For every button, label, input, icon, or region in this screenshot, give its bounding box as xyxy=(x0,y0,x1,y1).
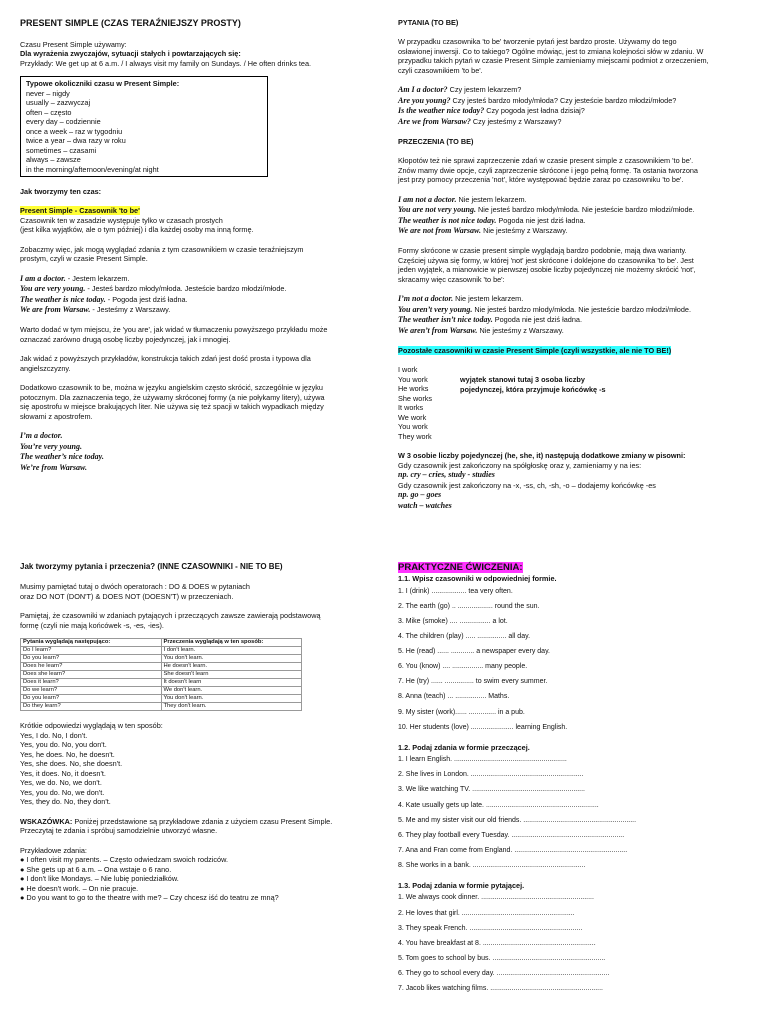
intro-text: Dla wyrażenia zwyczajów, sytuacji stałych i powtarzających się: xyxy=(20,49,241,59)
exercise-title: 1.3. Podaj zdania w formie pytającej. xyxy=(398,881,525,890)
exercise-item: 4. You have breakfast at 8. .......................................................... xyxy=(398,939,596,947)
short-form-example: I’m a doctor. xyxy=(20,431,63,441)
table-row xyxy=(21,671,302,679)
exercise-item: 7. He (try) ...... ............... to swim every summer. xyxy=(398,678,548,686)
time-expression: always – zawsze xyxy=(26,155,81,165)
example-list xyxy=(20,274,365,316)
subheading: Krótkie odpowiedzi wyglądają w ten sposób: xyxy=(20,721,163,731)
example: np. go – goes xyxy=(398,490,442,500)
short-negative-examples xyxy=(398,294,753,336)
example-english: Are we from Warsaw? xyxy=(398,116,471,126)
exercise-item: 5. He (read) ...... ............ a newspaper every day. xyxy=(398,648,550,656)
example-translation: Czy jesteś bardzo młody/młoda? Czy jesteście bardzo młodzi/młode? xyxy=(450,95,677,105)
section-title: PRESENT SIMPLE (CZAS TERAŹNIEJSZY PROSTY) xyxy=(20,18,241,28)
exercise-item: 3. They speak French. .......................................................... xyxy=(398,924,583,932)
paragraph-line: W przypadku czasownika 'to be' tworzenie pytań jest bardzo proste. Używamy do tego xyxy=(398,37,677,47)
table-cell: Do you learn? xyxy=(21,655,162,663)
paragraph-line: potocznym. Dla zaznaczenia tego, że używamy skróconej formy (a nie połykamy litery), używa xyxy=(20,392,325,402)
question-example xyxy=(398,96,753,106)
example-translation: - Jestem lekarzem. xyxy=(65,273,130,283)
exercise-list xyxy=(398,890,753,996)
short-negative-example xyxy=(398,305,753,315)
exercise-item: 5. Me and my sister visit our old friends. .......................................................... xyxy=(398,816,637,824)
exercise-item: 2. He loves that girl. .......................................................... xyxy=(398,909,575,917)
example-english: Is the weather nice today? xyxy=(398,106,485,116)
paragraph: angielszczyzny. xyxy=(20,363,71,373)
short-answer: Yes, she does. No, she doesn't. xyxy=(20,759,123,769)
example-translation: Nie jesteś bardzo młody/młoda. Nie jesteście bardzo młodzi/młode. xyxy=(472,304,691,314)
time-expression: usually – zazwyczaj xyxy=(26,98,91,108)
exercise-item: 8. Anna (teach) ... ................ Maths. xyxy=(398,693,510,701)
time-expressions-box xyxy=(20,76,268,177)
verb-form: You work xyxy=(398,374,428,384)
table-row xyxy=(21,695,302,703)
exercise-item: 5. Tom goes to school by bus. .......................................................... xyxy=(398,954,606,962)
paragraph: Gdy czasownik jest zakończony na -x, -ss, ch, -sh, -o – dodajemy końcówkę -es xyxy=(398,480,656,490)
paragraph-line: jeden wyjątek, a mianowicie w pierwszej osobie liczby pojedynczej nie możemy skrócić 'not', xyxy=(398,265,696,275)
paragraph-line: Kłopotów też nie sprawi zaprzeczenie zdań w czasie present simple z czasownikiem 'to be'. xyxy=(398,156,694,166)
short-negative-example xyxy=(398,294,753,304)
time-expression: once a week – raz w tygodniu xyxy=(26,126,123,136)
example-translation: Nie jesteś bardzo młody/młoda. Nie jesteście bardzo młodzi/młode. xyxy=(476,205,695,215)
example-english: You are very young. xyxy=(20,284,86,294)
paragraph: Zobaczmy więc, jak mogą wyglądać zdania z tym czasownikiem w czasie teraźniejszym xyxy=(20,244,304,254)
example-english: We are from Warsaw. xyxy=(20,305,91,315)
example-english: I’m not a doctor. xyxy=(398,294,454,304)
paragraph-line: skracamy więc czasownik 'to be': xyxy=(398,274,505,284)
highlighted-heading: Present Simple - Czasownik 'to be' xyxy=(20,206,140,216)
paragraph-line: Znów mamy dwie opcje, czyli zaprzeczenie skrócone i jego pełną formę. Ta ostania tworzona xyxy=(398,165,698,175)
box-title: Typowe okoliczniki czasu w Present Simple: xyxy=(26,79,180,89)
table-cell: She doesn't learn xyxy=(161,671,302,679)
sample-sentence: ● Do you want to go to the theatre with me? – Czy chcesz iść do teatru ze mną? xyxy=(20,893,279,903)
verb-conjugation xyxy=(398,365,753,441)
paragraph xyxy=(20,611,365,630)
table-cell: Does it learn? xyxy=(21,679,162,687)
section-title: PYTANIA (TO BE) xyxy=(398,18,459,27)
paragraph xyxy=(398,156,753,184)
example-english: I am not a doctor. xyxy=(398,194,457,204)
example-english: Are you young? xyxy=(398,95,451,105)
paragraph-line: Częściej używa się formy, w której 'not' jest skrócone i doklejone do czasownika 'to be'. Jest xyxy=(398,255,694,265)
table-cell: It doesn't learn xyxy=(161,679,302,687)
verb-form: It works xyxy=(398,403,424,413)
time-expression: often – często xyxy=(26,107,72,117)
exercise-list xyxy=(398,752,753,873)
paragraph xyxy=(398,246,753,284)
exercise-item: 6. You (know) .... ................ many people. xyxy=(398,663,528,671)
negative-example xyxy=(398,216,753,226)
section-questions-negatives xyxy=(20,562,365,903)
short-negative-example xyxy=(398,315,753,325)
short-form-list xyxy=(20,431,365,473)
hint-text: Przeczytaj te zdania i spróbuj samodzielnie utworzyć własne. xyxy=(20,826,218,836)
exercise-item: 10. Her students (love) ...................... learning English. xyxy=(398,723,568,731)
sample-sentence: ● He doesn't work. – On nie pracuje. xyxy=(20,883,139,893)
exercise-item: 1. We always cook dinner. .......................................................... xyxy=(398,894,594,902)
exercise-item: 1. I learn English. .......................................................... xyxy=(398,756,567,764)
time-expression: sometimes – czasami xyxy=(26,145,97,155)
example: np. cry – cries, study - studies xyxy=(398,470,495,480)
section-title: Jak tworzymy pytania i przeczenia? (INNE CZASOWNIKI - NIE TO BE) xyxy=(20,562,283,571)
paragraph-line: słowami z apostrofem. xyxy=(20,411,93,421)
table-cell: We don't learn. xyxy=(161,687,302,695)
example-sentence xyxy=(20,295,365,305)
table-cell: I don't learn. xyxy=(161,647,302,655)
section-exercises xyxy=(398,562,753,996)
paragraph-line: Dodatkowo czasownik to be, można w języku angielskim często skrócić, szczególnie w języku xyxy=(20,383,323,393)
negative-examples xyxy=(398,195,753,237)
question-examples xyxy=(398,85,753,127)
table-row xyxy=(21,663,302,671)
exercise-item: 3. Mike (smoke) .... ................ a lot. xyxy=(398,618,508,626)
question-example xyxy=(398,117,753,127)
box-list xyxy=(26,89,262,174)
exercise-item: 4. The children (play) ..... ............... all day. xyxy=(398,633,531,641)
paragraph: (jest kilka wyjątków, ale o tym później) i dla każdej osoby ma inną formę. xyxy=(20,225,254,235)
verb-form: We work xyxy=(398,412,427,422)
short-answer: Yes, it does. No, it doesn't. xyxy=(20,768,106,778)
paragraph-line: się apostrofu w miejsce brakujących liter. Nie używa się też spacji w takich wypadkach między xyxy=(20,402,324,412)
short-form-example: The weather’s nice today. xyxy=(20,452,104,462)
example-english: I am a doctor. xyxy=(20,273,66,283)
table-row xyxy=(21,647,302,655)
verb-list xyxy=(398,365,460,441)
paragraph: prostym, czyli w czasie Present Simple. xyxy=(20,254,148,264)
exercise-title: 1.2. Podaj zdania w formie przeczącej. xyxy=(398,742,530,752)
short-answers-list xyxy=(20,731,365,807)
table-row xyxy=(21,687,302,695)
table-cell: Do you learn? xyxy=(21,695,162,703)
table-cell: Does she learn? xyxy=(21,671,162,679)
example-english: Am I a doctor? xyxy=(398,85,448,95)
verb-form: He works xyxy=(398,384,429,394)
exercise-title: 1.1. Wpisz czasowniki w odpowiedniej formie. xyxy=(398,574,557,584)
example-translation: Czy pogoda jest ładna dzisiaj? xyxy=(484,106,585,116)
exercise-item: 3. We like watching TV. .......................................................... xyxy=(398,786,585,794)
time-expression: every day – codziennie xyxy=(26,117,101,127)
short-form-example: We’re from Warsaw. xyxy=(20,462,88,472)
table-row xyxy=(21,655,302,663)
exercise-item: 9. My sister (work)...... .............. in a pub. xyxy=(398,708,525,716)
table-cell: Do they learn? xyxy=(21,703,162,711)
paragraph-line: Pamiętaj, że czasowniki w zdaniach pytających i przeczących zawsze zawierają podstawową xyxy=(20,611,321,621)
example-translation: Nie jestem lekarzem. xyxy=(456,194,527,204)
paragraph-line: oraz DO NOT (DON'T) & DOES NOT (DOESN'T) w przeczeniach. xyxy=(20,591,234,601)
verb-form: I work xyxy=(398,365,418,375)
paragraph: oznaczać zarówno drugą osobę liczby pojedynczej, jak i mnogiej. xyxy=(20,334,231,344)
example-english: The weather is nice today. xyxy=(20,294,106,304)
time-expression: twice a year – dwa razy w roku xyxy=(26,136,126,146)
exercise-item: 4. Kate usually gets up late. .......................................................... xyxy=(398,801,599,809)
verb-form: You work xyxy=(398,422,428,432)
example-english: The weather isn’t nice today. xyxy=(398,315,493,325)
section-present-simple xyxy=(20,18,365,473)
example-translation: Czy jesteśmy z Warszawy? xyxy=(470,116,562,126)
subheading: Jak tworzymy ten czas: xyxy=(20,186,102,196)
table-cell: Przeczenia wyglądają w ten sposób: xyxy=(161,639,302,647)
example-translation: Nie jesteśmy z Warszawy. xyxy=(477,325,564,335)
paragraph: Warto dodać w tym miejscu, że 'you are', jak widać w tłumaczeniu powyższego przykładu może xyxy=(20,325,328,335)
short-answer: Yes, we do. No, we don't. xyxy=(20,778,102,788)
table-cell: Do I learn? xyxy=(21,647,162,655)
example-english: You aren’t very young. xyxy=(398,304,473,314)
sample-sentence: ● She gets up at 6 a.m. – Ona wstaje o 6 rano. xyxy=(20,864,172,874)
example-translation: Pogoda nie jest dziś ładna. xyxy=(496,215,586,225)
subheading: W 3 osobie liczby pojedynczej (he, she, it) następują dodatkowe zmiany w pisowni: xyxy=(398,451,686,461)
table-cell: They don't learn. xyxy=(161,703,302,711)
time-expression: never – nigdy xyxy=(26,88,70,98)
short-answer: Yes, he does. No, he doesn't. xyxy=(20,749,115,759)
example-translation: - Pogoda jest dziś ładna. xyxy=(105,294,188,304)
exercise-item: 6. They go to school every day. .......................................................... xyxy=(398,969,610,977)
paragraph: Gdy czasownik jest zakończony na spółgłoskę oraz y, zamieniamy y na ies: xyxy=(398,460,642,470)
sample-sentence: ● I often visit my parents. – Często odwiedzam swoich rodziców. xyxy=(20,855,228,865)
question-example xyxy=(398,106,753,116)
paragraph-line: formę (czyli nie mają końcówek -s, -es, -ies). xyxy=(20,620,164,630)
example-translation: Nie jestem lekarzem. xyxy=(453,294,524,304)
exercise-item: 7. Jacob likes watching films. .......................................................... xyxy=(398,985,604,993)
example-sentence xyxy=(20,305,365,315)
short-answer: Yes, I do. No, I don't. xyxy=(20,730,88,740)
short-answer: Yes, you do. No, we don't. xyxy=(20,787,105,797)
example-english: The weather is not nice today. xyxy=(398,215,497,225)
example-translation: Nie jesteśmy z Warszawy. xyxy=(481,226,568,236)
intro-text: Czasu Present Simple używamy: xyxy=(20,39,127,49)
paragraph-line: Musimy pamiętać tutaj o dwóch operatorach : DO & DOES w pytaniach xyxy=(20,582,250,592)
verb-note: pojedynczej, która przyjmuje końcówkę -s xyxy=(460,384,606,394)
table-cell: You don't learn. xyxy=(161,695,302,703)
highlighted-heading: Pozostałe czasowniki w czasie Present Simple (czyli wszystkie, ale nie TO BE!) xyxy=(398,345,672,355)
paragraph-line: Formy skrócone w czasie present simple wyglądają bardzo podobnie, mają dwa warianty. xyxy=(398,246,687,256)
negative-example xyxy=(398,205,753,215)
short-answer: Yes, they do. No, they don't. xyxy=(20,797,111,807)
example-translation: Pogoda nie jest dziś ładna. xyxy=(492,315,582,325)
paragraph-line: jest przy pomocy przeczenia 'not', które występować będzie zaraz po czasowniku 'to be'. xyxy=(398,175,684,185)
paragraph xyxy=(398,37,753,75)
hint-label: WSKAZÓWKA: xyxy=(20,816,73,826)
example: watch – watches xyxy=(398,500,452,510)
sample-sentence: ● I don't like Mondays. – Nie lubię poniedziałków. xyxy=(20,874,179,884)
sample-sentences xyxy=(20,855,365,902)
paragraph xyxy=(20,383,365,421)
verb-note: wyjątek stanowi tutaj 3 osoba liczby xyxy=(460,375,585,385)
table-row xyxy=(21,703,302,711)
table-cell: You don't learn. xyxy=(161,655,302,663)
exercise-item: 2. She lives in London. .......................................................... xyxy=(398,771,584,779)
paragraph-line: czyli czasownikiem 'to be'. xyxy=(398,65,483,75)
exercise-item: 2. The earth (go) .. .................. round the sun. xyxy=(398,602,540,610)
subheading: Przykładowe zdania: xyxy=(20,845,87,855)
time-expression: in the morning/afternoon/evening/at night xyxy=(26,164,159,174)
exercise-item: 7. Ana and Fran come from England. .......................................................... xyxy=(398,846,628,854)
section-title: PRZECZENIA (TO BE) xyxy=(398,136,474,146)
paragraph: Czasownik ten w zasadzie występuje tylko w czasach prostych xyxy=(20,215,223,225)
question-example xyxy=(398,85,753,95)
table-cell: He doesn't learn. xyxy=(161,663,302,671)
intro-text: Przykłady: We get up at 6 a.m. / I always visit my family on Sundays. / He often drinks tea. xyxy=(20,58,312,68)
negative-example xyxy=(398,195,753,205)
negative-example xyxy=(398,226,753,236)
example-sentence xyxy=(20,274,365,284)
section-questions-to-be xyxy=(398,18,753,511)
example-sentence xyxy=(20,284,365,294)
paragraph: Jak widać z powyższych przykładów, konstrukcja takich zdań jest dość prosta i typowa dla xyxy=(20,354,311,364)
exercise-list xyxy=(398,584,753,735)
hint-text: Poniżej przedstawione są przykładowe zdania z użyciem czasu Present Simple. xyxy=(72,816,333,826)
exercise-item: 1. I (drink) .................. tea very often. xyxy=(398,587,513,595)
paragraph-line: przypadku takich pytań w czasie Present Simple zamieniamy miejscami podmiot z orzeczeniem, xyxy=(398,56,709,66)
example-english: We aren’t from Warsaw. xyxy=(398,325,478,335)
verb-form: She works xyxy=(398,393,433,403)
exercise-item: 6. They play football every Tuesday. .......................................................... xyxy=(398,831,625,839)
table-header-row xyxy=(21,639,302,647)
exercise-item: 8. She works in a bank. .......................................................... xyxy=(398,861,586,869)
verb-form: They work xyxy=(398,431,432,441)
questions-negatives-table xyxy=(20,638,302,711)
short-negative-example xyxy=(398,326,753,336)
example-translation: - Jesteśmy z Warszawy. xyxy=(90,305,171,315)
table-cell: Do we learn? xyxy=(21,687,162,695)
example-english: We are not from Warsaw. xyxy=(398,226,482,236)
table-cell: Does he learn? xyxy=(21,663,162,671)
short-answer: Yes, you do. No, you don't. xyxy=(20,740,107,750)
example-english: You are not very young. xyxy=(398,205,476,215)
example-translation: - Jesteś bardzo młody/młoda. Jesteście bardzo młodzi/młode. xyxy=(85,284,287,294)
short-form-example: You’re very young. xyxy=(20,441,82,451)
section-title: PRAKTYCZNE ĆWICZENIA: xyxy=(398,562,523,573)
paragraph-line: osławionej inwersji. Co to takiego? Ogólne mówiąc, jest to zmiana kolejności słów w zdaniu. W xyxy=(398,46,704,56)
table-row xyxy=(21,679,302,687)
table-cell: Pytania wyglądają następująco: xyxy=(21,639,162,647)
paragraph xyxy=(20,582,365,601)
example-translation: Czy jestem lekarzem? xyxy=(447,85,522,95)
